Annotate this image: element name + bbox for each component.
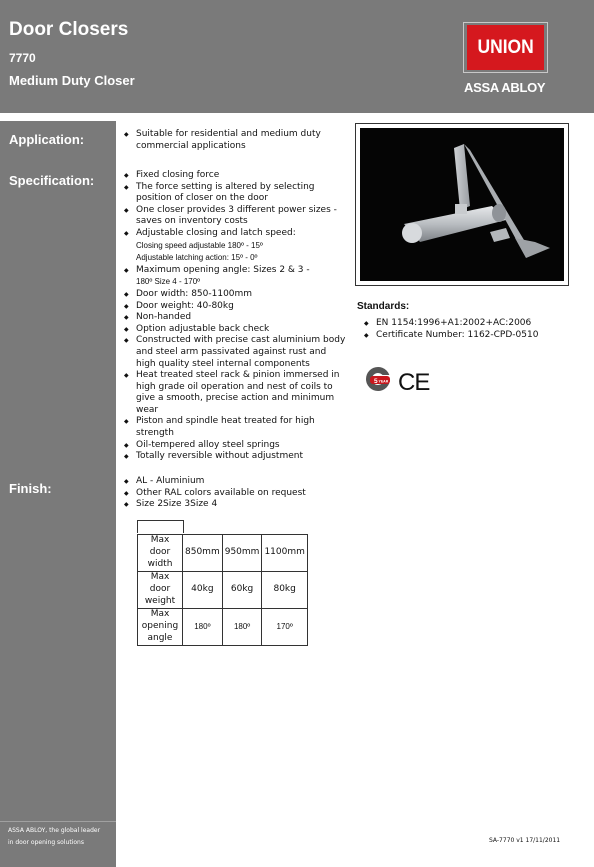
list-item: ◆ Fixed closing force xyxy=(124,170,348,182)
list-item: ◆ One closer provides 3 different power sizes - saves on inventory costs xyxy=(124,205,348,228)
section-label-finish: Finish: xyxy=(9,481,52,496)
union-logo-badge xyxy=(467,25,544,70)
header-band xyxy=(0,0,594,113)
list-item: ◆ Constructed with precise cast aluminium body and steel arm passivated against rust and high quality steel internal components xyxy=(124,335,348,370)
guarantee-word: YEAR xyxy=(378,379,389,384)
guarantee-ce-marks xyxy=(365,365,455,397)
table-cell: 850mm xyxy=(183,535,223,572)
guarantee-years: 5 xyxy=(374,378,378,385)
table-row xyxy=(138,609,308,646)
specification-list xyxy=(124,170,348,463)
application-list xyxy=(124,129,346,152)
table-cell: 180º xyxy=(183,609,223,646)
list-item xyxy=(124,265,348,289)
section-label-application: Application: xyxy=(9,132,85,147)
door-closer-image xyxy=(360,128,564,281)
list-item: ◆ Non-handed xyxy=(124,312,348,324)
page-title: Door Closers xyxy=(9,19,129,40)
list-item: ◆ Heat treated steel rack & pinion immersed in high grade oil operation and nest of coils to give a smooth, precise action and minimum wear xyxy=(124,370,348,416)
list-item: ◆ Certificate Number: 1162-CPD-0510 xyxy=(364,330,574,342)
table-cell: 170º xyxy=(262,609,307,646)
union-logo xyxy=(463,22,548,73)
sidebar xyxy=(0,121,116,867)
opening-angle-detail: 180º Size 4 - 170º xyxy=(136,277,201,287)
document-reference: SA-7770 v1 17/11/2011 xyxy=(489,837,561,844)
standards-list xyxy=(364,318,574,341)
list-item: ◆ Piston and spindle heat treated for high strength xyxy=(124,416,348,439)
list-item: ◆ Option adjustable back check xyxy=(124,324,348,336)
latching-speed-detail: Adjustable latching action: 15º - 0º xyxy=(136,253,258,263)
union-logo-text: UNION xyxy=(477,36,534,58)
table-cell: 60kg xyxy=(222,572,262,609)
table-cell: 40kg xyxy=(183,572,223,609)
table-row-label: Max opening angle xyxy=(138,609,183,646)
standards-title: Standards: xyxy=(357,301,410,312)
model-number: 7770 xyxy=(9,51,36,65)
table-cell: 1100mm xyxy=(262,535,307,572)
section-label-specification: Specification: xyxy=(9,173,95,188)
speed-heading: Adjustable closing and latch speed: xyxy=(136,227,296,238)
list-item: ◆ AL - Aluminium xyxy=(124,476,348,488)
list-item: ◆ Other RAL colors available on request xyxy=(124,488,348,500)
ce-mark-icon: CE xyxy=(398,369,430,396)
certification-marks xyxy=(365,365,455,401)
footer-tagline-line2: in door opening solutions xyxy=(8,839,84,846)
list-item: ◆ EN 1154:1996+A1:2002+AC:2006 xyxy=(364,318,574,330)
table-cell: 180º xyxy=(222,609,262,646)
table-cell: 950mm xyxy=(222,535,262,572)
table-cell: 80kg xyxy=(262,572,307,609)
list-item: ◆ The force setting is altered by selecting position of closer on the door xyxy=(124,182,348,205)
size-table xyxy=(137,534,308,646)
assa-abloy-logo: ASSA ABLOY xyxy=(464,80,546,95)
list-item: ◆ Suitable for residential and medium duty commercial applications xyxy=(124,129,346,152)
table-row-label: Max door weight xyxy=(138,572,183,609)
footer-tagline-line1: ASSA ABLOY, the global leader xyxy=(8,827,101,834)
footer-divider xyxy=(0,821,116,822)
table-row xyxy=(138,572,308,609)
product-subtitle: Medium Duty Closer xyxy=(9,73,135,88)
list-item: ◆ Size 2Size 3Size 4 xyxy=(124,499,348,511)
list-item: ◆ Door weight: 40-80kg xyxy=(124,301,348,313)
product-photo xyxy=(355,123,569,286)
closing-speed-detail: Closing speed adjustable 180º - 15º xyxy=(136,240,263,250)
finish-list xyxy=(124,476,348,511)
list-item: ◆ Door width: 850-1100mm xyxy=(124,289,348,301)
list-item: ◆ Oil-tempered alloy steel springs xyxy=(124,440,348,452)
opening-angle-heading: Maximum opening angle: Sizes 2 & 3 - xyxy=(136,264,310,275)
table-row xyxy=(138,535,308,572)
list-item: ◆ Totally reversible without adjustment xyxy=(124,451,348,463)
table-row-label: Max door width xyxy=(138,535,183,572)
list-item xyxy=(124,228,348,265)
five-year-guarantee-icon xyxy=(366,367,391,391)
table-corner-cell xyxy=(137,520,184,533)
